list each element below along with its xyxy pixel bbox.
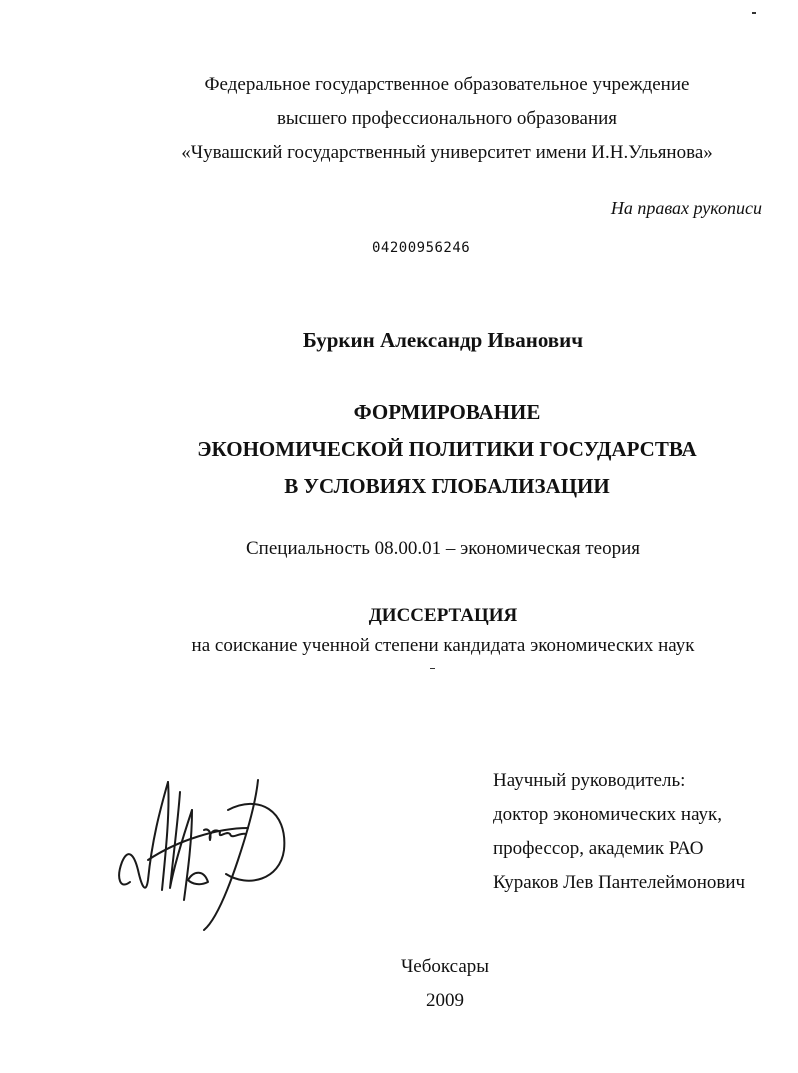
advisor-position: профессор, академик РАО (493, 838, 704, 859)
author-name: Буркин Александр Иванович (302, 328, 584, 352)
title-line-2: ЭКОНОМИЧЕСКОЙ ПОЛИТИКИ ГОСУДАРСТВА (197, 437, 697, 461)
institution-line-2: высшего профессионального образования (276, 108, 618, 129)
dissertation-label: ДИССЕРТАЦИЯ (368, 605, 518, 626)
scan-speck (430, 668, 435, 669)
advisor-heading: Научный руководитель: (493, 770, 686, 791)
document-number: 04200956246 (372, 240, 471, 256)
dissertation-title (48, 394, 798, 505)
institution-line-1: Федеральное государственное образовательное учреждение (204, 74, 690, 95)
advisor-name: Кураков Лев Пантелеймонович (493, 872, 746, 893)
city: Чебоксары (400, 956, 490, 977)
handwritten-signature-icon (108, 770, 298, 940)
year: 2009 (426, 990, 464, 1011)
advisor-degree: доктор экономических наук, (493, 804, 723, 825)
title-line-1: ФОРМИРОВАНИЕ (353, 400, 541, 424)
specialty-line: Специальность 08.00.01 – экономическая теория (246, 538, 640, 559)
manuscript-rights-note: На правах рукописи (610, 198, 762, 218)
institution-line-3: «Чувашский государственный университет имени И.Н.Ульянова» (181, 142, 713, 163)
institution-block (48, 68, 798, 170)
advisor-block (493, 764, 745, 900)
scan-speck (752, 12, 756, 14)
degree-line: на соискание ученной степени кандидата экономических наук (191, 635, 695, 656)
title-line-3: В УСЛОВИЯХ ГЛОБАЛИЗАЦИИ (284, 474, 610, 498)
